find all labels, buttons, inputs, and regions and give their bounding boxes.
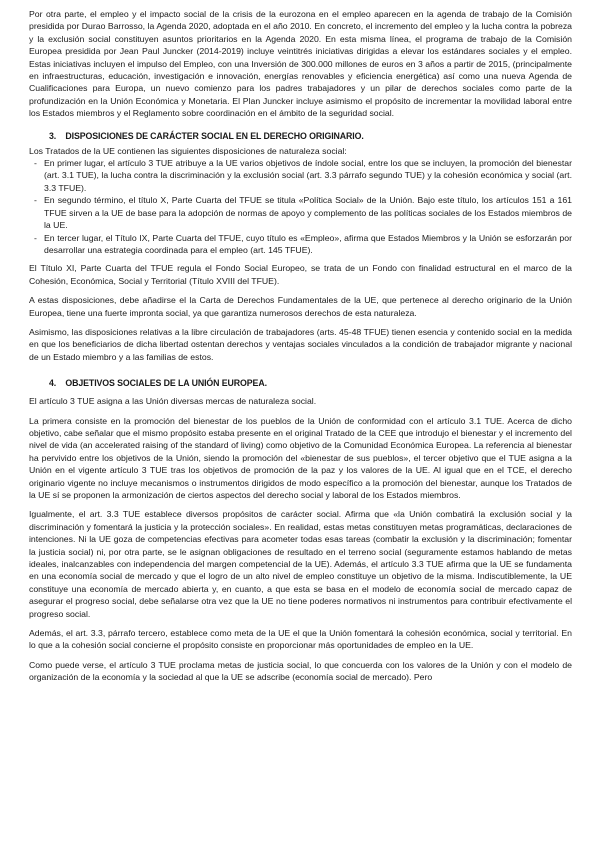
- section-4-paragraph: Como puede verse, el artículo 3 TUE proclama metas de justicia social, lo que concuerda con los valores de la Unión y con el modelo de organización de la economía y la sociedad al que la UE se adscribe (economía social de mercado). Pero: [29, 659, 572, 683]
- document-page: [29, 8, 572, 691]
- list-item: - En primer lugar, el artículo 3 TUE atribuye a la UE varios objetivos de índole social, entre los que se incluyen, la promoción del bienestar (art. 3.1 TUE), la lucha contra la discriminación y la exclusión social (art. 3.3 párrafo segundo TUE) y la cohesión económica y social (art. 3.3 TFUE).: [29, 157, 572, 194]
- section-3-paragraph: El Título XI, Parte Cuarta del TFUE regula el Fondo Social Europeo, se trata de un Fondo con finalidad estructural en el marco de la Cohesión, Económica, Social y Territorial (Título XVIII del TFUE).: [29, 263, 572, 286]
- section-3-paragraph: Asimismo, las disposiciones relativas a la libre circulación de trabajadores (arts. 45-48 TFUE) tienen esencia y contenido social en la medida en que los beneficiarios de dicha libertad ostentan derechos y ventajas sociales vinculados a la condición de trabajador migrante y nacional de un Estado miembro y a las familias de estos.: [29, 326, 572, 362]
- section-3-title: DISPOSICIONES DE CARÁCTER SOCIAL EN EL DERECHO ORIGINARIO: [65, 130, 362, 141]
- section-4-paragraph: Además, el art. 3.3, párrafo tercero, establece como meta de la UE el que la Unión fomentará la cohesión económica, social y territorial. En lo que a la cohesión social concierne el propósito consiste en proporcionar más oportunidades de empleo en la UE.: [29, 628, 572, 651]
- section-4-title: OBJETIVOS SOCIALES DE LA UNIÓN EUROPEA: [65, 378, 265, 389]
- section-3-lead: Los Tratados de la UE contienen las siguientes disposiciones de naturaleza social:: [29, 145, 347, 156]
- section-4-paragraph: El artículo 3 TUE asigna a las Unión diversas mercas de naturaleza social.: [29, 396, 317, 407]
- intro-paragraph: Por otra parte, el empleo y el impacto social de la crisis de la eurozona en el empleo aparecen en la agenda de trabajo de la Comisión presidida por Durao Barrosso, la Agenda 2020, adoptada en el año 2010. En concreto, el incremento del empleo y la lucha contra la pobreza y la exclusión social constituyen asuntos prioritarios en la Agenda 2020. En esta misma línea, el programa de trabajo de la Comisión Europea presidida por Jean Paul Juncker (2014-2019) incluye veintitrés iniciativas dirigidas a elevar los estándares sociales y el empleo. Estas iniciativas incluyen el impulso del Empleo, con una Inversión de 300.000 millones de euros en 3 años a partir de 2015, (principalmente en infraestructuras, educación, investigación e innovación, energías renovables y eficiencia energética) así como una nueva Agenda de Cualificaciones para Europa, un nuevo comienzo para los padres trabajadores y un pilar de derechos sociales como parte de la profundización en la Unión Económica y Monetaria. El Plan Juncker incluye asimismo el propósito de incrementar la movilidad laboral entre los Estados miembros y el Reglamento sobre coordinación en el ámbito de la seguridad social.: [29, 9, 572, 119]
- section-4-paragraph: Igualmente, el art. 3.3 TUE establece diversos propósitos de carácter social. Afirma que «la Unión combatirá la exclusión social y la discriminación y fomentará la justicia y la protección sociales». En realidad, estas metas constituyen metas programáticas, declaraciones de intenciones. Ni la UE goza de competencias efectivas para acometer todas esas tareas (combatir la exclusión y la discriminación; fomentar la justicia social) ni, por otra parte, se le asignan obligaciones de resultado en el terreno social (seguramente estamos hablando de metas ideales, inalcanzables con independencia del margen competencial de la UE). Además, el artículo 3.3 TUE afirma que la UE se fundamenta en una economía social de mercado y que el logro de un alto nivel de empleo constituye un objetivo de la misma. Indiscutiblemente, la UE constituye una economía de mercado abierta y, en cuanto, a que esta se basa en el modelo de economía social de mercado capaz de asegurar el progreso social, debe señalarse otra vez que la UE no tiene poderes normativos ni instrumentos para contribuir efectivamente el progreso social.: [29, 509, 572, 619]
- section-3-number: 3.: [49, 130, 57, 141]
- section-4-heading: 4. OBJETIVOS SOCIALES DE LA UNIÓN EUROPEA.: [49, 378, 267, 389]
- section-3-paragraph: A estas disposiciones, debe añadirse el la Carta de Derechos Fundamentales de la UE, que pertenece al derecho originario de la Unión Europea, tiene una fuerte impronta social, ya que garantiza numerosos derechos de esta naturaleza.: [29, 295, 572, 318]
- list-item: - En tercer lugar, el Título IX, Parte Cuarta del TFUE, cuyo título es «Empleo», afirma que Estados Miembros y la Unión se esforzarán por desarrollar una estrategia coordinada para el empleo (art. 145 TFUE).: [29, 232, 572, 257]
- section-4-paragraph: La primera consiste en la promoción del bienestar de los pueblos de la Unión de conformidad con el artículo 3.1 TUE. Acerca de dicho objetivo, cabe señalar que el mismo propósito estaba presente en el original Tratado de la CEE que introdujo el bienestar y el incremento del nivel de vida (an accelerated raising of the standard of living) como objetivo de la Comunidad Económica Europea. La referencia al bienestar ha pervivido entre los objetivos de la Unión, siendo la promoción del «bienestar de sus pueblos», el tercer objetivo que el TUE asigna a la Unión en el vigente artículo 3 TUE tras los objetivos de promoción de la paz y los valores de la UE. Al igual que en el TCE, el derecho originario vigente no incluye mecanismos o instrumentos dirigidos de modo específico a la promoción del bienestar, aunque los Tratados de la UE sí se proponen la armonización de ciertos aspectos del derecho social y laboral de los Estados miembros.: [29, 415, 572, 500]
- list-item: - En segundo término, el título X, Parte Cuarta del TFUE se titula «Política Social» de la Unión. Bajo este título, los artículos 151 a 161 TFUE sirven a la UE de base para la adopción de normas de apoyo y complemento de las políticas sociales de los Estados miembros de la UE.: [29, 194, 572, 231]
- section-3-heading: 3. DISPOSICIONES DE CARÁCTER SOCIAL EN EL DERECHO ORIGINARIO.: [49, 130, 364, 141]
- section-3-list: [29, 157, 572, 256]
- section-4-number: 4.: [49, 378, 57, 389]
